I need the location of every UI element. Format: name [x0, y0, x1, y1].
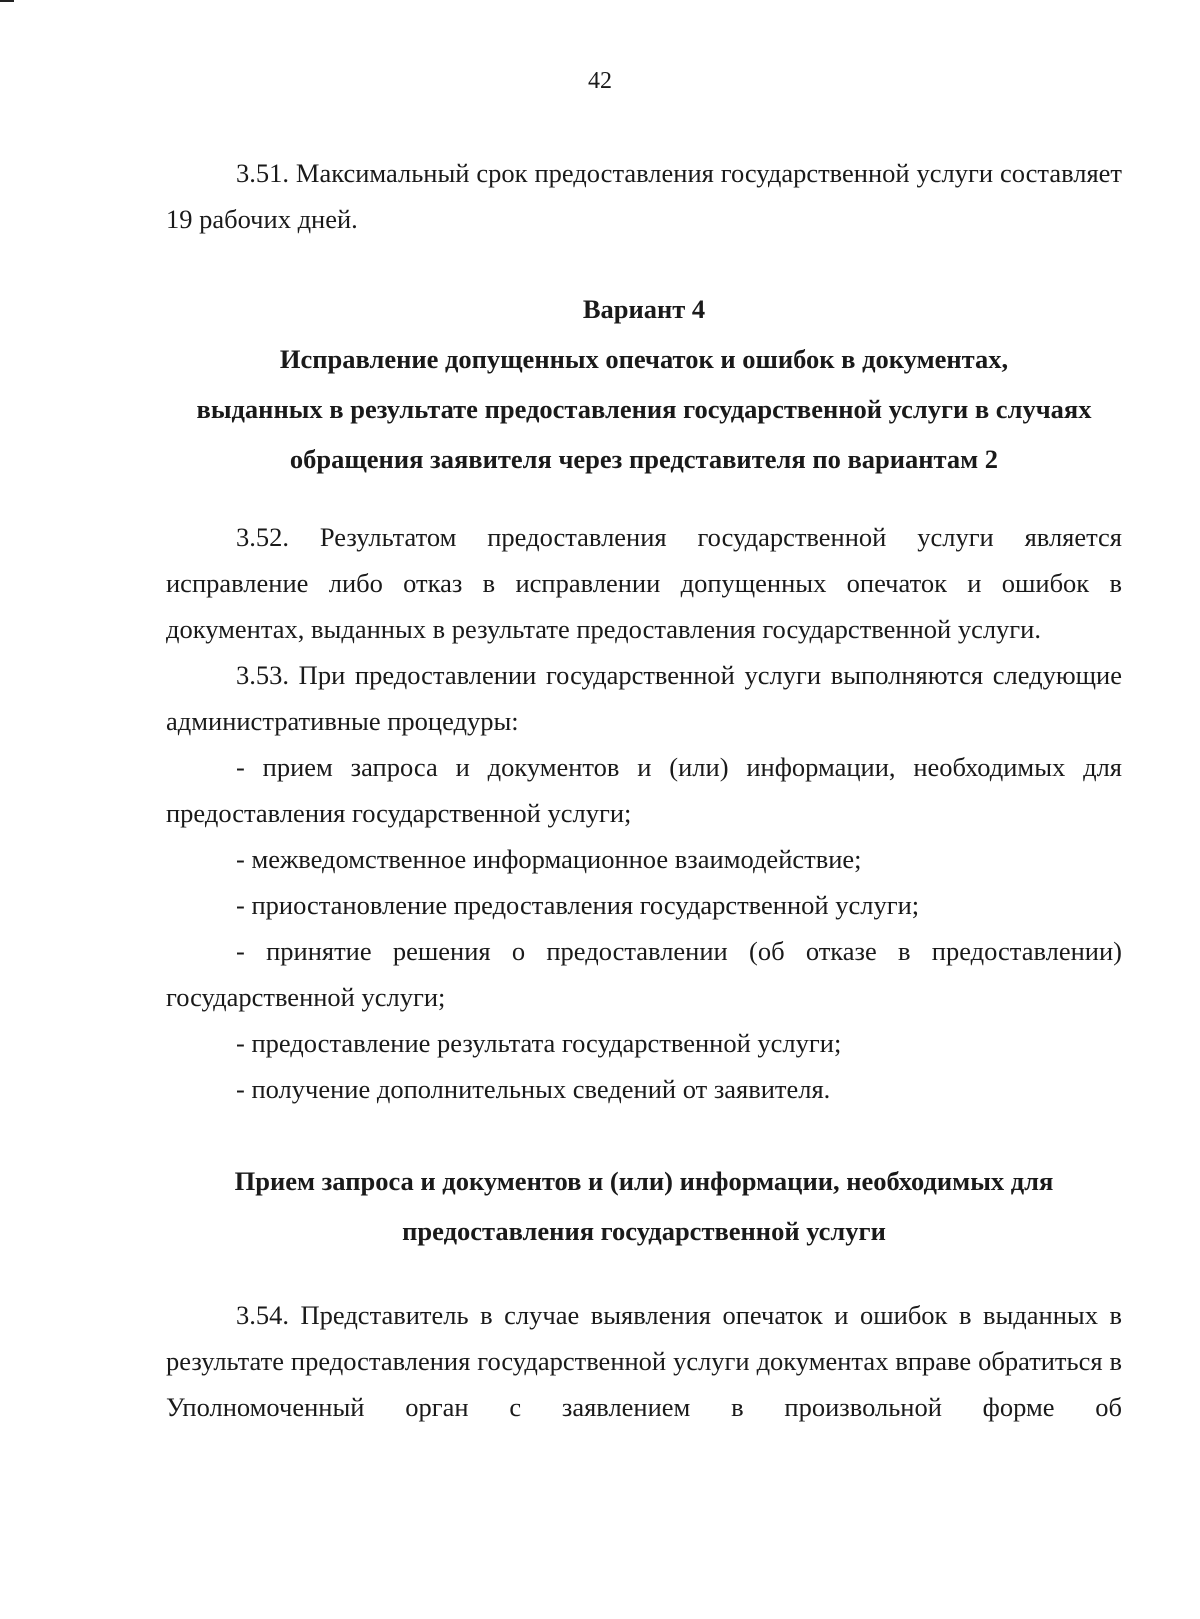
variant-heading	[166, 284, 1122, 484]
procedure-item: - получение дополнительных сведений от заявителя.	[236, 1074, 831, 1104]
paragraph-3-53: 3.53. При предоставлении государственной услуги выполняются следующие административные процедуры:	[166, 660, 1122, 736]
variant-subtitle-line: обращения заявителя через представителя по вариантам 2	[289, 444, 999, 474]
section-heading-text	[166, 1156, 1122, 1256]
procedure-item: - принятие решения о предоставлении (об отказе в предоставлении) государственной услуги;	[166, 936, 1122, 1012]
procedure-item: - межведомственное информационное взаимодействие;	[236, 844, 862, 874]
paragraph-3-52: 3.52. Результатом предоставления государственной услуги является исправление либо отказ в исправлении допущенных опечаток и ошибок в документах, выданных в результате предоставления государственной услуги.	[166, 522, 1122, 644]
page-number: 42	[588, 68, 612, 94]
section-heading	[166, 1156, 1122, 1256]
paragraph-3-51: 3.51. Максимальный срок предоставления государственной услуги составляет 19 рабочих дней.	[166, 158, 1122, 234]
variant-subtitle-line: Исправление допущенных опечаток и ошибок в документах,	[279, 344, 1009, 374]
procedure-item: - предоставление результата государственной услуги;	[236, 1028, 842, 1058]
variant-subtitle-line: выданных в результате предоставления государственной услуги в случаях	[196, 394, 1092, 424]
procedure-item: - прием запроса и документов и (или) информации, необходимых для предоставления государственной услуги;	[166, 752, 1122, 828]
procedure-item: - приостановление предоставления государственной услуги;	[236, 890, 920, 920]
scan-corner-mark	[0, 0, 14, 2]
paragraph-3-51-block	[166, 150, 1122, 242]
variant-subtitle	[166, 334, 1122, 484]
variant-title: Вариант 4	[582, 294, 706, 324]
paragraph-3-54-block	[166, 1292, 1122, 1430]
paragraph-3-54: 3.54. Представитель в случае выявления опечаток и ошибок в выданных в результате предоставления государственной услуги документах вправе обратиться в Уполномоченный орган с заявлением в произвольной форме об	[166, 1300, 1122, 1422]
section-heading-line: Прием запроса и документов и (или) информации, необходимых для	[234, 1166, 1054, 1196]
body-block	[166, 514, 1122, 1112]
section-heading-line: предоставления государственной услуги	[402, 1216, 886, 1246]
